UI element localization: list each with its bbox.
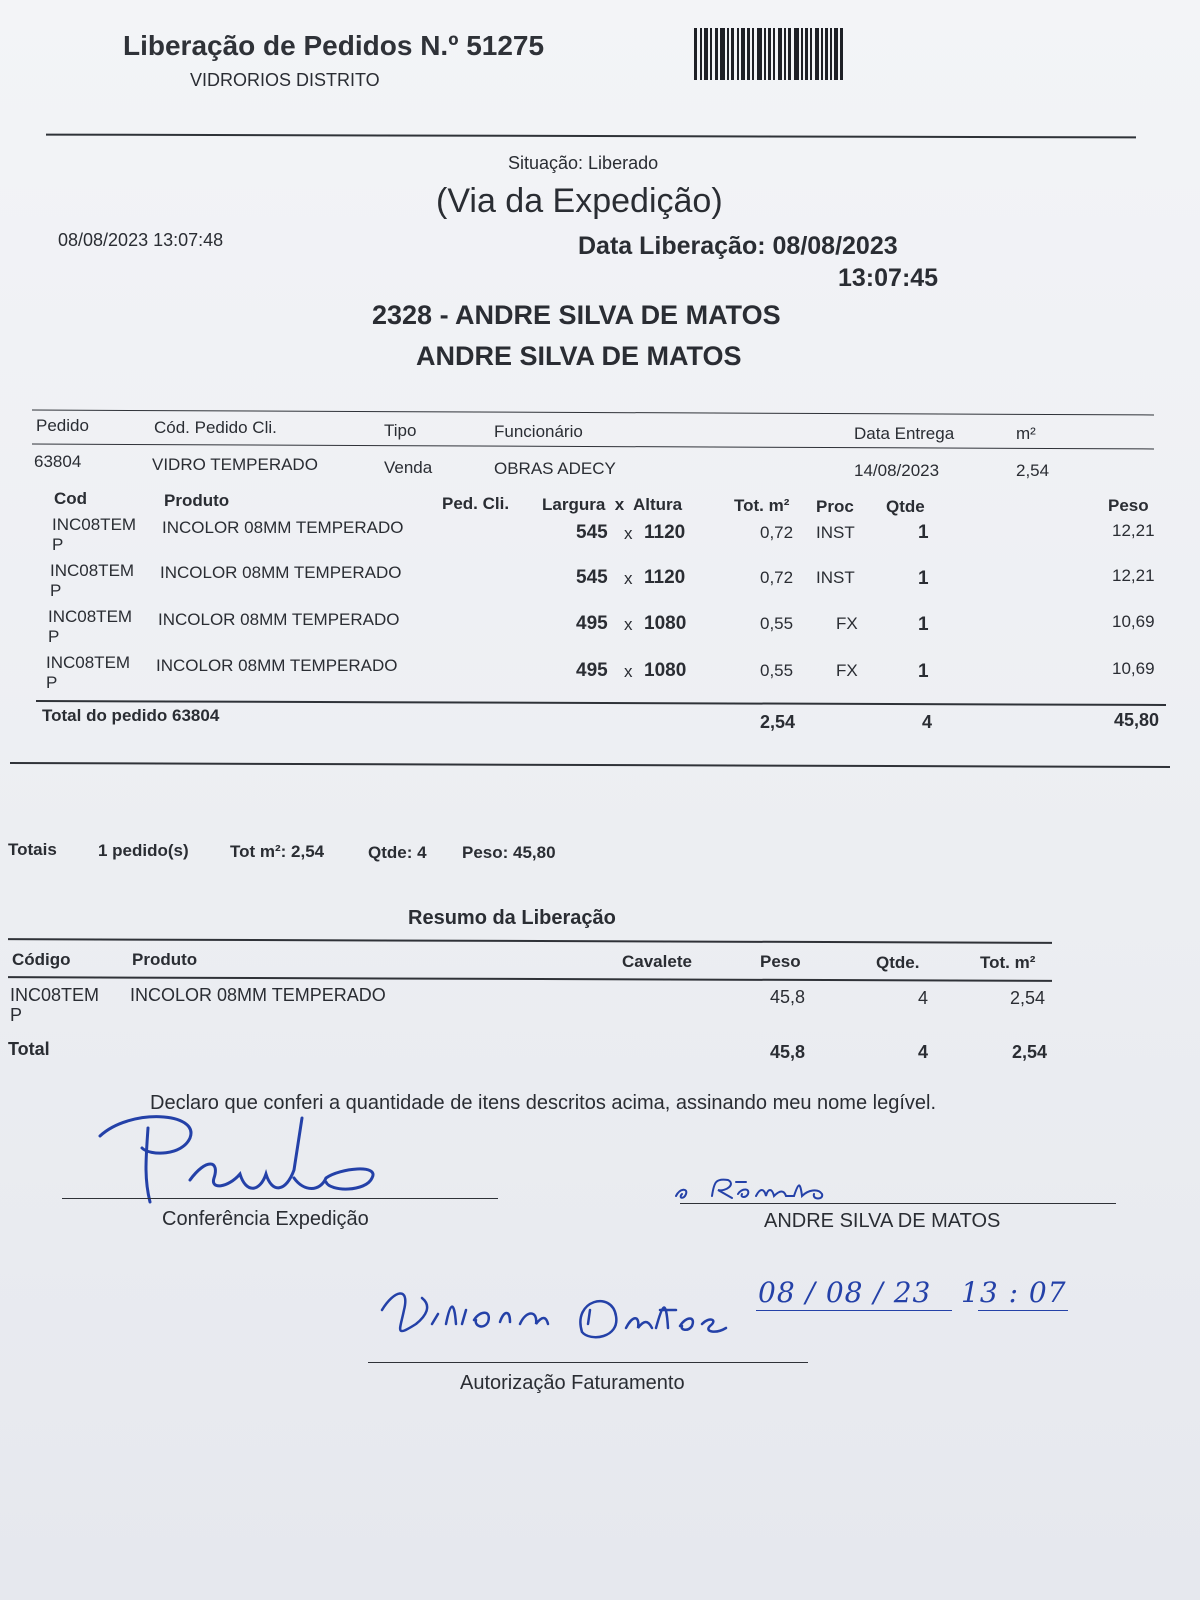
col-produto: Produto [164, 491, 230, 510]
order-pedido: 63804 [34, 452, 82, 471]
handwritten-date: 08 / 08 / 23 13 : 07 [758, 1276, 1067, 1309]
item-cod-suffix: P [46, 673, 58, 692]
order-funcionario: OBRAS ADECY [494, 459, 616, 478]
item-cod-suffix: P [52, 535, 64, 554]
faturamento-line [368, 1362, 808, 1363]
totals-m2: Tot m²: 2,54 [230, 842, 325, 861]
release-date: Data Liberação: 08/08/2023 [578, 232, 898, 260]
summary-col-produto: Produto [132, 950, 198, 969]
client-code-name: 2328 - ANDRE SILVA DE MATOS [372, 300, 781, 330]
item-produto: INCOLOR 08MM TEMPERADO [162, 518, 404, 537]
item-tot-m2: 0,55 [760, 614, 794, 633]
col-tipo: Tipo [384, 421, 417, 440]
summary-codigo: INC08TEM [10, 985, 100, 1005]
summary-qtde: 4 [918, 988, 929, 1008]
summary-total-label: Total [8, 1039, 50, 1059]
item-proc: INST [816, 523, 855, 542]
order-m2: 2,54 [1016, 461, 1050, 480]
item-qtde: 1 [918, 568, 929, 589]
header-divider [46, 134, 1136, 139]
item-largura: 545 [576, 522, 608, 543]
col-cod: Cod [54, 489, 88, 508]
printed-timestamp: 08/08/2023 13:07:48 [58, 230, 224, 250]
order-table-top-border [32, 410, 1154, 416]
conferencia-label: Conferência Expedição [162, 1208, 369, 1230]
item-largura: 495 [576, 613, 608, 634]
signature-client [672, 1170, 852, 1202]
time-underline [978, 1310, 1068, 1311]
col-m2: m² [1016, 424, 1036, 443]
item-tot-m2: 0,72 [760, 568, 794, 587]
summary-col-tot-m2: Tot. m² [980, 953, 1036, 972]
item-produto: INCOLOR 08MM TEMPERADO [158, 610, 400, 629]
item-x: x [624, 569, 633, 588]
summary-codigo-suffix: P [10, 1005, 23, 1025]
declaration-text: Declaro que conferi a quantidade de itens descritos acima, assinando meu nome legível. [150, 1092, 937, 1114]
document-title: Liberação de Pedidos N.º 51275 [123, 30, 545, 61]
item-altura: 1080 [644, 660, 687, 681]
col-ped-cli: Ped. Cli. [442, 494, 510, 513]
item-peso: 10,69 [1112, 612, 1155, 631]
item-produto: INCOLOR 08MM TEMPERADO [156, 656, 398, 675]
item-cod: INC08TEM [50, 561, 135, 580]
order-total-label: Total do pedido 63804 [42, 706, 220, 725]
summary-total-qtde: 4 [918, 1042, 929, 1062]
item-cod-suffix: P [50, 581, 62, 600]
summary-col-peso: Peso [760, 952, 801, 971]
totals-peso: Peso: 45,80 [462, 843, 556, 862]
order-cod-pedido-cli: VIDRO TEMPERADO [152, 455, 318, 474]
item-x: x [624, 524, 633, 543]
item-proc: FX [836, 661, 858, 680]
col-peso: Peso [1108, 496, 1149, 515]
item-cod-suffix: P [48, 627, 60, 646]
order-data-entrega: 14/08/2023 [854, 461, 940, 480]
item-proc: INST [816, 568, 855, 587]
totals-qtde: Qtde: 4 [368, 843, 427, 862]
summary-col-qtde: Qtde. [876, 953, 920, 972]
release-time: 13:07:45 [838, 264, 939, 292]
item-tot-m2: 0,72 [760, 523, 794, 542]
summary-top-border [8, 938, 1052, 944]
order-table-header-border [32, 444, 1154, 450]
item-altura: 1120 [644, 522, 686, 543]
col-tot-m2: Tot. m² [734, 496, 790, 515]
summary-col-cavalete: Cavalete [622, 952, 692, 971]
item-x: x [624, 615, 633, 634]
item-proc: FX [836, 614, 858, 633]
totals-label: Totais [8, 840, 57, 859]
summary-m2: 2,54 [1010, 988, 1046, 1008]
client-name: ANDRE SILVA DE MATOS [416, 341, 742, 371]
col-cod-pedido-cli: Cód. Pedido Cli. [154, 418, 277, 437]
order-tipo: Venda [384, 458, 433, 477]
item-qtde: 1 [918, 661, 929, 682]
item-peso: 10,69 [1112, 659, 1155, 678]
summary-total-peso: 45,8 [770, 1042, 806, 1062]
item-altura: 1080 [644, 613, 687, 634]
col-proc: Proc [816, 497, 854, 516]
summary-header-border [8, 976, 1052, 982]
item-peso: 12,21 [1112, 521, 1155, 540]
item-x: x [624, 662, 633, 681]
col-pedido: Pedido [36, 416, 89, 435]
order-total-qtde: 4 [922, 712, 933, 732]
signature-faturamento [376, 1280, 736, 1358]
status-text: Situação: Liberado [508, 153, 659, 173]
summary-total-m2: 2,54 [1012, 1042, 1048, 1062]
item-altura: 1120 [644, 567, 686, 588]
conferencia-line [62, 1198, 498, 1199]
col-qtde: Qtde [886, 497, 925, 516]
signature-conferencia [90, 1108, 410, 1208]
totals-pedidos: 1 pedido(s) [98, 841, 189, 860]
summary-col-codigo: Código [12, 950, 71, 969]
faturamento-label: Autorização Faturamento [460, 1372, 685, 1394]
item-cod: INC08TEM [52, 515, 137, 534]
item-cod: INC08TEM [48, 607, 133, 626]
order-total-m2: 2,54 [760, 712, 796, 732]
copy-label: (Via da Expedição) [436, 182, 723, 220]
date-underline [756, 1310, 952, 1311]
item-qtde: 1 [918, 522, 929, 543]
client-signature-label: ANDRE SILVA DE MATOS [764, 1210, 1001, 1232]
item-qtde: 1 [918, 614, 929, 635]
item-largura: 495 [576, 660, 608, 681]
item-largura: 545 [576, 567, 608, 588]
summary-produto: INCOLOR 08MM TEMPERADO [130, 985, 386, 1005]
item-tot-m2: 0,55 [760, 661, 794, 680]
section-divider [10, 762, 1170, 768]
summary-title: Resumo da Liberação [408, 907, 616, 929]
order-total-peso: 45,80 [1114, 710, 1160, 730]
item-produto: INCOLOR 08MM TEMPERADO [160, 563, 402, 582]
col-data-entrega: Data Entrega [854, 424, 955, 443]
summary-peso: 45,8 [770, 987, 806, 1007]
barcode [694, 28, 884, 80]
client-signature-line [680, 1203, 1116, 1204]
item-cod: INC08TEM [46, 653, 131, 672]
col-dimensions: Largura x Altura [542, 495, 683, 514]
col-funcionario: Funcionário [494, 422, 583, 441]
item-peso: 12,21 [1112, 566, 1155, 585]
company-name: VIDRORIOS DISTRITO [190, 70, 380, 90]
